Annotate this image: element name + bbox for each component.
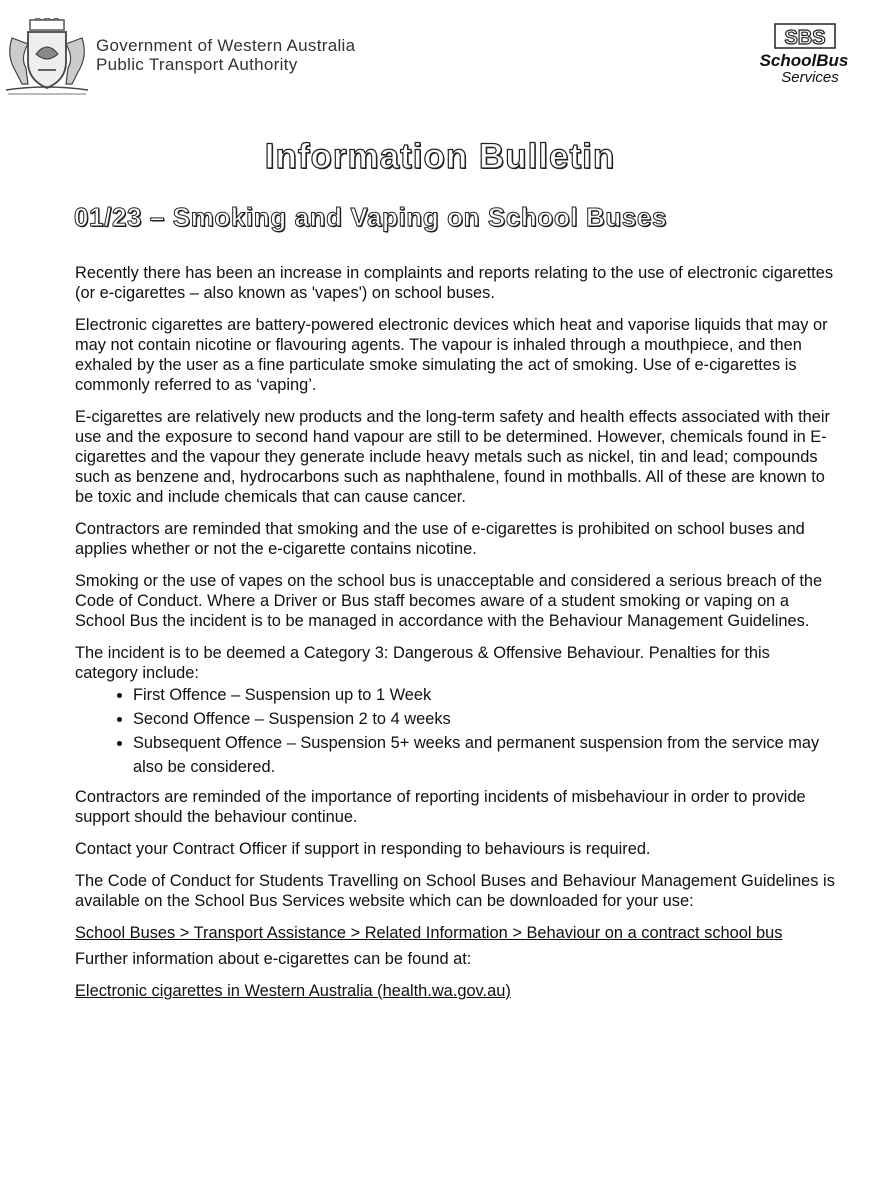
paragraph-intro: Recently there has been an increase in complaints and reports relating to the use of electronic cigarettes (or e-cigarettes – also known as 'vapes') on school buses. xyxy=(75,264,834,302)
school-bus-services-logo xyxy=(756,22,852,98)
paragraph-code-of-conduct: Smoking or the use of vapes on the school bus is unacceptable and considered a serious breach of the Code of Conduct. Where a Driver or Bus staff becomes aware of a student smoking or vaping on a School Bus the incident is to be managed in accordance with the Behaviour Management Guidelines. xyxy=(75,572,823,630)
gov-line-2: Public Transport Authority xyxy=(96,55,298,74)
paragraph-category: The incident is to be deemed a Category 3: Dangerous & Offensive Behaviour. Penalties for this category include: xyxy=(75,644,770,682)
paragraph-code-available: The Code of Conduct for Students Travelling on School Buses and Behaviour Management Guidelines is available on the School Bus Services website which can be downloaded for your use: xyxy=(75,872,835,910)
link-health-wa[interactable]: Electronic cigarettes in Western Australia (health.wa.gov.au) xyxy=(75,982,511,1000)
penalty-second: • Second Offence – Suspension 2 to 4 weeks xyxy=(133,707,835,731)
paragraph-further-info: Further information about e-cigarettes can be found at: xyxy=(75,950,472,968)
bulletin-body xyxy=(75,263,835,1007)
wa-coat-of-arms-icon xyxy=(4,18,90,96)
paragraph-reporting: Contractors are reminded of the importance of reporting incidents of misbehaviour in order to provide support should the behaviour continue. xyxy=(75,788,806,826)
bulletin-subtitle: 01/23 – Smoking and Vaping on School Buses xyxy=(74,202,668,232)
paragraph-contact: Contact your Contract Officer if support in responding to behaviours is required. xyxy=(75,840,651,858)
svg-text:SBS: SBS xyxy=(784,27,826,49)
logo-name: SchoolBus xyxy=(759,51,849,70)
gov-line-1: Government of Western Australia xyxy=(96,36,356,55)
sbs-logo-icon xyxy=(774,22,836,52)
paragraph-prohibition: Contractors are reminded that smoking and the use of e-cigarettes is prohibited on school buses and applies whether or not the e-cigarette contains nicotine. xyxy=(75,520,805,558)
paragraph-health-risks: E-cigarettes are relatively new products and the long-term safety and health effects associated with their use and the exposure to second hand vapour are still to be determined. However, chemicals found in E-cigarettes and the vapour they generate include heavy metals such as nickel, tin and lead; compounds such as benzene and, hydrocarbons such as naphthalene, found in mothballs. All of these are known to be toxic and include chemicals that can cause cancer. xyxy=(75,408,830,506)
penalty-subsequent: • Subsequent Offence – Suspension 5+ weeks and permanent suspension from the service may also be considered. xyxy=(133,731,835,779)
government-name xyxy=(96,36,355,74)
penalty-first: • First Offence – Suspension up to 1 Week xyxy=(133,683,835,707)
link-behaviour-guidelines[interactable]: School Buses > Transport Assistance > Related Information > Behaviour on a contract school bus xyxy=(75,924,783,942)
penalty-list xyxy=(75,683,835,779)
logo-subtitle: Services xyxy=(781,69,839,86)
paragraph-definition: Electronic cigarettes are battery-powered electronic devices which heat and vaporise liquids that may or may not contain nicotine or flavouring agents. The vapour is inhaled through a mouthpiece, and then exhaled by the user as a fine particulate smoke simulating the act of smoking. Use of e-cigarettes is commonly referred to as ‘vaping’. xyxy=(75,316,828,394)
bulletin-title: Information Bulletin xyxy=(264,137,616,176)
document-header xyxy=(0,0,880,110)
